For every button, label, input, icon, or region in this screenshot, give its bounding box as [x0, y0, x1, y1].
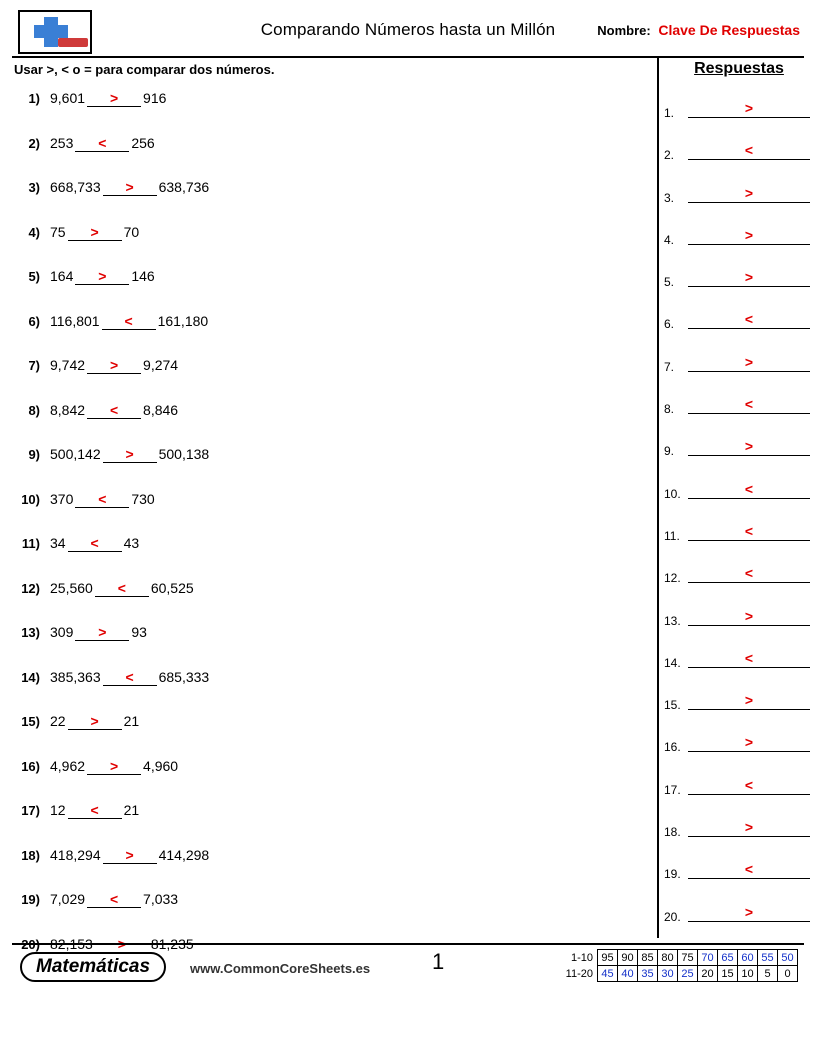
- question-left-value: 7,029: [50, 891, 86, 907]
- answer-number: 6.: [664, 317, 675, 332]
- score-cell: 10: [738, 966, 758, 982]
- answer-blank[interactable]: >: [87, 758, 141, 775]
- question-right-value: 161,180: [157, 312, 209, 329]
- question-number: 7): [28, 358, 40, 373]
- answer-number: 15.: [664, 698, 681, 713]
- question-body: [50, 580, 194, 597]
- question-item: [12, 484, 652, 529]
- answers-title: Respuestas: [694, 60, 784, 77]
- question-number: 4): [28, 224, 40, 240]
- question-number: 12): [21, 580, 40, 596]
- answer-item: [664, 388, 814, 430]
- answer-blank[interactable]: <: [102, 313, 156, 330]
- score-cell: 20: [698, 966, 718, 982]
- question-number: 20): [21, 936, 40, 952]
- answer-value[interactable]: >: [688, 269, 810, 287]
- score-cell: 75: [678, 950, 698, 966]
- question-left-value: 9,601: [50, 90, 86, 106]
- question-body: [50, 357, 178, 374]
- question-number: 10): [21, 491, 40, 507]
- questions-column: [12, 58, 652, 952]
- score-cell: 35: [638, 966, 658, 982]
- question-left-value: 309: [50, 624, 74, 640]
- answer-item: [664, 896, 814, 938]
- answer-number: 5.: [664, 275, 675, 290]
- answer-number: 16.: [664, 740, 681, 755]
- answer-value[interactable]: >: [688, 438, 810, 456]
- question-left-value: 82,153: [50, 935, 93, 952]
- question-number: 13): [21, 625, 40, 640]
- answer-value[interactable]: <: [688, 311, 810, 329]
- question-item: [12, 573, 652, 618]
- score-cell: 55: [758, 950, 778, 966]
- answer-item: [664, 726, 814, 768]
- score-cell: 80: [658, 950, 678, 966]
- answer-value[interactable]: <: [688, 396, 810, 414]
- answer-item: [664, 684, 814, 726]
- answer-value[interactable]: >: [688, 354, 810, 372]
- question-right-value: 500,138: [158, 446, 210, 462]
- question-body: [50, 669, 209, 686]
- question-number: 2): [28, 135, 40, 151]
- score-grid: [563, 949, 798, 982]
- question-body: [50, 802, 139, 819]
- answer-value[interactable]: >: [688, 692, 810, 710]
- answer-value[interactable]: >: [688, 227, 810, 245]
- answer-number: 3.: [664, 190, 675, 205]
- question-item: [12, 884, 652, 929]
- answer-item: [664, 261, 814, 303]
- column-divider: [657, 58, 659, 938]
- question-right-value: 93: [131, 624, 147, 640]
- answer-item: [664, 473, 814, 515]
- question-item: [12, 795, 652, 840]
- answer-number: 4.: [664, 232, 675, 247]
- score-cell: 70: [698, 950, 718, 966]
- question-right-value: 21: [123, 802, 140, 818]
- name-field: [597, 22, 800, 38]
- question-item: [12, 83, 652, 128]
- answer-blank[interactable]: >: [75, 268, 129, 285]
- answer-item: [664, 92, 814, 134]
- answer-item: [664, 134, 814, 176]
- answer-number: 12.: [664, 571, 681, 586]
- answer-blank[interactable]: <: [87, 891, 141, 908]
- question-body: [50, 891, 178, 908]
- question-body: [50, 491, 155, 508]
- score-cell: 15: [718, 966, 738, 982]
- answer-value[interactable]: >: [688, 734, 810, 752]
- answer-blank[interactable]: >: [68, 713, 122, 730]
- answer-item: [664, 600, 814, 642]
- answer-number: 20.: [664, 909, 681, 924]
- page-number: 1: [432, 949, 445, 974]
- question-item: [12, 706, 652, 751]
- answer-blank[interactable]: >: [103, 179, 157, 196]
- question-number: 15): [21, 714, 40, 729]
- question-left-value: 22: [50, 713, 66, 729]
- question-item: [12, 840, 652, 885]
- question-right-value: 81,235: [150, 935, 194, 952]
- question-number: 14): [21, 669, 40, 685]
- question-left-value: 253: [50, 134, 74, 151]
- question-body: [50, 90, 166, 107]
- question-number: 8): [28, 402, 40, 418]
- score-row-2: [563, 966, 798, 982]
- question-number: 5): [28, 269, 40, 284]
- answer-blank[interactable]: <: [68, 535, 122, 552]
- question-number: 9): [28, 447, 40, 462]
- question-item: [12, 617, 652, 662]
- answer-value[interactable]: >: [688, 100, 810, 118]
- question-item: [12, 261, 652, 306]
- question-body: [50, 224, 139, 241]
- question-left-value: 8,842: [50, 401, 86, 418]
- answer-blank[interactable]: <: [75, 491, 129, 508]
- question-left-value: 370: [50, 490, 74, 507]
- question-number: 19): [21, 892, 40, 907]
- question-body: [50, 313, 208, 330]
- answer-item: [664, 303, 814, 345]
- question-left-value: 164: [50, 268, 74, 284]
- question-number: 11): [21, 536, 40, 551]
- question-left-value: 4,962: [50, 757, 86, 774]
- question-body: [50, 402, 178, 419]
- brand-badge: Matemáticas: [20, 952, 166, 982]
- answer-blank[interactable]: >: [68, 224, 122, 241]
- question-right-value: 60,525: [150, 579, 194, 596]
- question-body: [50, 713, 139, 730]
- answer-item: [664, 430, 814, 472]
- answer-blank[interactable]: >: [75, 624, 129, 641]
- question-left-value: 116,801: [50, 312, 100, 329]
- answer-value[interactable]: >: [688, 904, 810, 922]
- answer-number: 18.: [664, 825, 681, 840]
- score-cell: 5: [758, 966, 778, 982]
- question-right-value: 43: [123, 535, 140, 551]
- answer-item: [664, 811, 814, 853]
- question-left-value: 75: [50, 223, 66, 240]
- answer-value[interactable]: <: [688, 861, 810, 879]
- answer-value[interactable]: >: [688, 608, 810, 626]
- question-left-value: 418,294: [50, 846, 101, 863]
- answer-number: 14.: [664, 655, 681, 670]
- name-label: Nombre:: [597, 23, 651, 38]
- answer-number: 8.: [664, 402, 675, 417]
- question-right-value: 146: [131, 268, 155, 284]
- question-body: [50, 847, 209, 864]
- question-number: 18): [21, 847, 40, 863]
- question-right-value: 8,846: [143, 401, 179, 418]
- worksheet-body: [12, 58, 804, 952]
- answer-number: 9.: [664, 444, 675, 459]
- question-body: [50, 268, 155, 285]
- answer-blank[interactable]: >: [87, 357, 141, 374]
- question-item: [12, 128, 652, 173]
- answer-blank[interactable]: >: [103, 847, 157, 864]
- question-right-value: 4,960: [143, 757, 179, 774]
- question-right-value: 21: [123, 713, 140, 729]
- answer-item: [664, 642, 814, 684]
- question-body: [50, 624, 147, 641]
- score-cell: 60: [738, 950, 758, 966]
- question-number: 16): [21, 758, 40, 774]
- answer-blank[interactable]: >: [95, 936, 149, 953]
- score-cell: 50: [778, 950, 798, 966]
- score-cell: 90: [618, 950, 638, 966]
- answers-list: [664, 92, 814, 938]
- question-right-value: 7,033: [143, 891, 179, 907]
- score-cell: 45: [598, 966, 618, 982]
- question-item: [12, 439, 652, 484]
- score-cell: 85: [638, 950, 658, 966]
- answer-blank[interactable]: >: [87, 90, 141, 107]
- question-number: 17): [21, 803, 40, 818]
- answer-number: 2.: [664, 148, 675, 163]
- question-item: [12, 528, 652, 573]
- answer-value[interactable]: <: [688, 481, 810, 499]
- answer-value[interactable]: >: [688, 185, 810, 203]
- answer-number: 1.: [664, 106, 675, 120]
- question-right-value: 685,333: [158, 668, 210, 685]
- score-row-1: [563, 950, 798, 966]
- answer-value[interactable]: >: [688, 819, 810, 837]
- question-body: [50, 446, 209, 463]
- score-cell: 25: [678, 966, 698, 982]
- instructions-text: Usar >, < o = para comparar dos números.: [14, 62, 275, 77]
- answer-item: [664, 515, 814, 557]
- question-left-value: 12: [50, 802, 66, 818]
- question-left-value: 500,142: [50, 446, 101, 462]
- question-right-value: 9,274: [143, 357, 179, 373]
- answer-value[interactable]: <: [688, 777, 810, 795]
- answer-value[interactable]: <: [688, 523, 810, 541]
- answer-blank[interactable]: <: [103, 669, 157, 686]
- question-body: [50, 535, 139, 552]
- question-number: 3): [28, 180, 40, 195]
- question-right-value: 256: [131, 134, 155, 151]
- question-number: 6): [28, 313, 40, 329]
- score-row-2-label: 11-20: [565, 967, 593, 980]
- question-number: 1): [28, 91, 40, 106]
- question-right-value: 916: [143, 90, 167, 106]
- question-body: [50, 758, 178, 775]
- question-item: [12, 172, 652, 217]
- question-item: [12, 217, 652, 262]
- answers-column: [664, 58, 814, 943]
- question-left-value: 668,733: [50, 179, 101, 195]
- score-cell: 0: [778, 966, 798, 982]
- score-cell: 95: [598, 950, 618, 966]
- question-right-value: 730: [131, 490, 155, 507]
- question-right-value: 70: [123, 223, 140, 240]
- answer-blank[interactable]: <: [75, 135, 129, 152]
- question-item: [12, 350, 652, 395]
- score-cell: 40: [618, 966, 638, 982]
- answer-item: [664, 219, 814, 261]
- page-footer: [12, 943, 804, 999]
- answer-blank[interactable]: <: [95, 580, 149, 597]
- footer-divider: [12, 943, 804, 945]
- question-left-value: 385,363: [50, 668, 101, 685]
- answer-value[interactable]: <: [688, 565, 810, 583]
- website-url: www.CommonCoreSheets.es: [190, 961, 371, 976]
- answer-item: [664, 557, 814, 599]
- question-item: [12, 751, 652, 796]
- answer-number: 10.: [664, 486, 681, 501]
- score-cell: 65: [718, 950, 738, 966]
- answer-number: 19.: [664, 867, 681, 882]
- question-item: [12, 395, 652, 440]
- question-item: [12, 662, 652, 707]
- answer-number: 17.: [664, 782, 681, 797]
- answer-item: [664, 177, 814, 219]
- answer-item: [664, 346, 814, 388]
- question-left-value: 34: [50, 535, 66, 551]
- answer-blank[interactable]: <: [68, 802, 122, 819]
- answer-number: 13.: [664, 613, 681, 628]
- answer-value[interactable]: <: [688, 142, 810, 160]
- score-row-1-label: 1-10: [570, 951, 593, 964]
- page-title: Comparando Números hasta un Millón: [260, 20, 556, 39]
- question-body: [50, 135, 155, 152]
- question-left-value: 9,742: [50, 357, 86, 373]
- page-header: [12, 10, 804, 54]
- question-left-value: 25,560: [50, 579, 93, 596]
- score-table: [563, 949, 798, 982]
- answer-item: [664, 769, 814, 811]
- answer-blank[interactable]: <: [87, 402, 141, 419]
- answer-item: [664, 853, 814, 895]
- answer-number: 7.: [664, 359, 675, 374]
- question-list: [12, 83, 652, 973]
- answer-blank[interactable]: >: [103, 446, 157, 463]
- question-item: [12, 306, 652, 351]
- question-right-value: 414,298: [158, 846, 210, 863]
- name-value: Clave De Respuestas: [658, 22, 800, 38]
- answer-number: 11.: [664, 528, 680, 543]
- question-body: [50, 179, 209, 196]
- answer-value[interactable]: <: [688, 650, 810, 668]
- score-cell: 30: [658, 966, 678, 982]
- question-right-value: 638,736: [158, 179, 210, 195]
